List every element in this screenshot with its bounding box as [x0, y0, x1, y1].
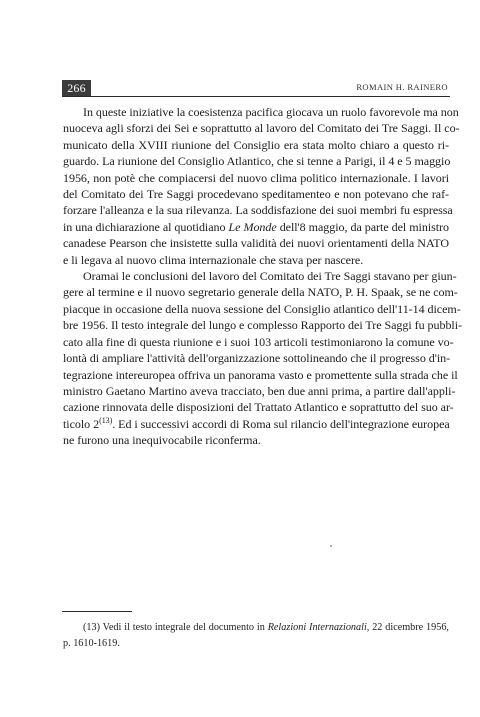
text-line: gere al termine e il nuovo segretario generale della NATO, P. H. Spaak, se ne com-	[63, 285, 458, 300]
paragraph-1	[63, 104, 460, 268]
text-line: piacque in occasione della nuova sessione del Consiglio atlantico dell'11-14 dicem-	[63, 301, 461, 316]
text-line: In queste iniziative la coesistenza pacifica giocava un ruolo favorevole ma non	[83, 105, 459, 119]
text-run: (13) Vedi il testo integrale del documento in	[83, 622, 268, 633]
page-number: 266	[62, 80, 91, 96]
text-run: . Ed i successivi accordi di Roma sul rilancio dell'integrazione europea	[112, 416, 450, 431]
text-run: ticolo 2	[63, 416, 100, 431]
text-line: ministro Gaetano Martino aveva tracciato, ben due anni prima, a partire dall'appli-	[63, 383, 456, 398]
publication-title: Relazioni Internazionali	[267, 622, 367, 633]
text-line: canadese Pearson che insistette sulla validità dei nuovi orientamenti della NATO	[63, 236, 449, 251]
text-line: lontà di ampliare l'attività dell'organizzazione sottolineando che il progresso d'in-	[63, 351, 451, 366]
text-line	[63, 219, 449, 235]
text-run: in una dichiarazione al quotidiano	[63, 219, 229, 234]
footnote-line	[63, 620, 449, 636]
text-line: tegrazione intereuropea offriva un panorama vasto e promettente sulla strada che il	[63, 367, 458, 382]
text-line: 1956, non potè che compiacersi del nuovo clima politico internazionale. I lavori	[63, 170, 449, 185]
text-line: cazione rinnovata delle disposizioni del Trattato Atlantico e soprattutto del suo ar-	[63, 400, 454, 415]
newspaper-title: Le Monde	[228, 219, 277, 234]
text-line	[63, 416, 449, 432]
footnote-rule	[62, 611, 132, 612]
text-line: guardo. La riunione del Consiglio Atlantico, che si tenne a Parigi, il 4 e 5 maggio	[63, 154, 451, 169]
text-line: bre 1956. Il testo integrale del lungo e complesso Rapporto dei Tre Saggi fu pubbli-	[63, 318, 462, 333]
header-rule	[62, 96, 450, 97]
text-line: forzare l'alleanza e la sua rilevanza. La soddisfazione dei suoi membri fu espressa	[63, 203, 453, 218]
main-text	[63, 104, 462, 449]
footnote	[63, 620, 449, 651]
paragraph-2	[63, 268, 462, 448]
text-line: cato alla fine di questa riunione e i suoi 103 articoli testimoniarono la comune vo-	[63, 334, 454, 349]
text-line: nuoceva agli sforzi dei Sei e soprattutto al lavoro del Comitato dei Tre Saggi. Il co-	[63, 121, 460, 136]
text-line: municato della XVIII riunione del Consiglio era stata molto chiaro a questo ri-	[63, 137, 449, 152]
footnote-reference: (13)	[99, 415, 113, 425]
text-run: dell'8 maggio, da parte del ministro	[276, 219, 449, 234]
text-run: , 22 dicembre 1956,	[366, 622, 449, 633]
scan-speck	[330, 545, 332, 547]
text-line: ne furono una inequivocabile riconferma.	[63, 433, 261, 448]
text-line: Oramai le conclusioni del lavoro del Comitato dei Tre Saggi stavano per giun-	[83, 269, 457, 284]
running-head: ROMAIN H. RAINERO	[356, 82, 448, 92]
text-line: e li legava al nuovo clima internazionale che stava per nascere.	[63, 252, 364, 267]
text-line: del Comitato dei Tre Saggi procedevano speditamenteo e non potevano che raf-	[63, 187, 449, 202]
footnote-line: p. 1610-1619.	[63, 637, 120, 649]
